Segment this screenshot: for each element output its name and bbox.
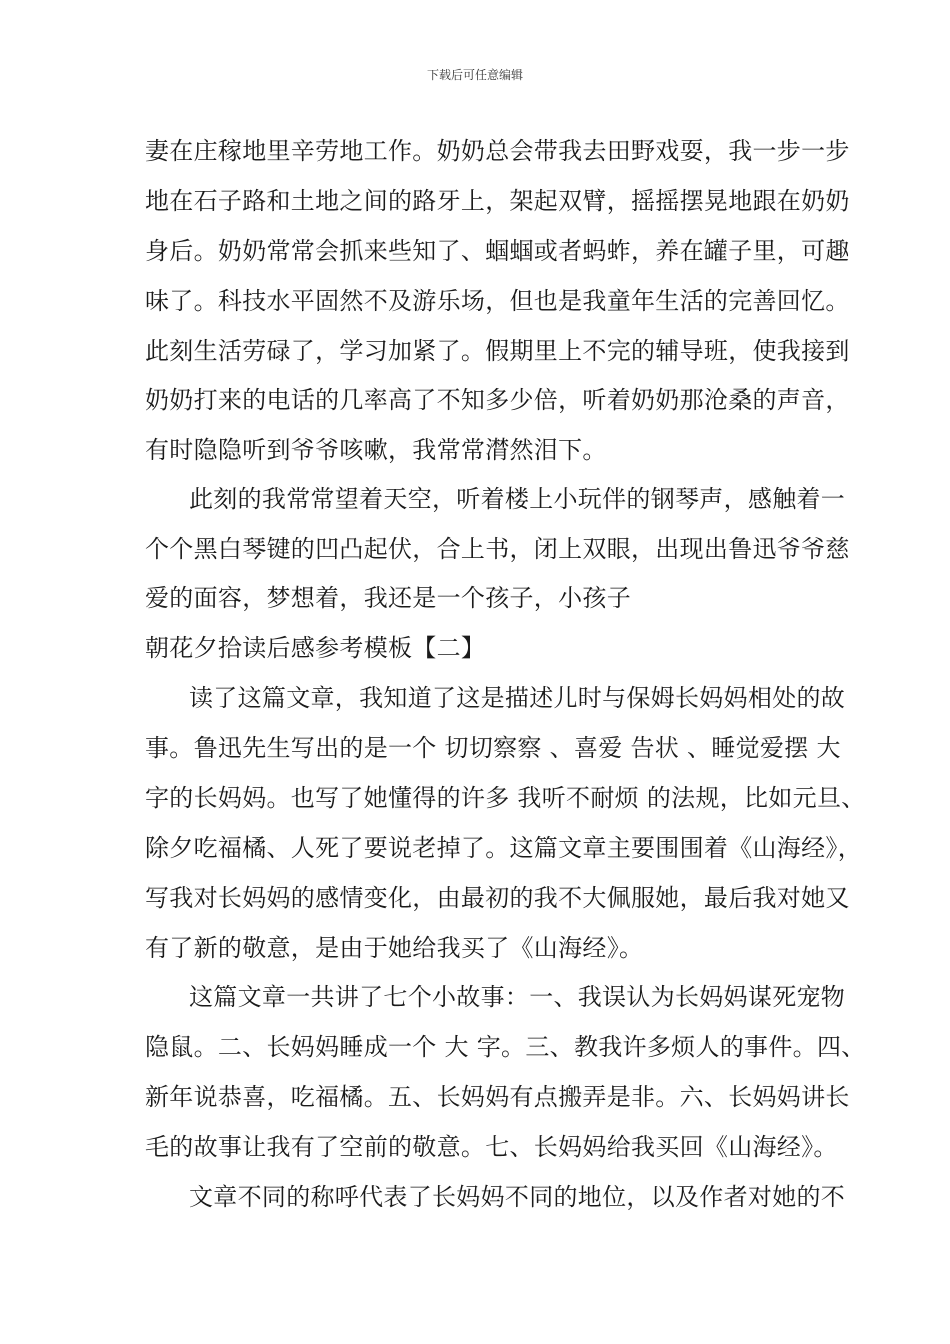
text-line: 妻在庄稼地里辛劳地工作。奶奶总会带我去田野戏耍，我一步一步 [145,137,850,165]
text-line: 味了。科技水平固然不及游乐场，但也是我童年生活的完善回忆。 [145,287,850,315]
text-line: 读了这篇文章，我知道了这是描述儿时与保姆长妈妈相处的故 [189,684,846,712]
text-line: 有了新的敬意，是由于她给我买了《山海经》。 [145,934,644,962]
text-line: 事。鲁迅先生写出的是一个 切切察察 、喜爱 告状 、睡觉爱摆 大 [145,734,841,762]
text-line: 奶奶打来的电话的几率高了不知多少倍，听着奶奶那沧桑的声音， [145,386,850,414]
text-line: 新年说恭喜，吃福橘。五、长妈妈有点搬弄是非。六、长妈妈讲长 [145,1083,850,1111]
text-line: 写我对长妈妈的感情变化，由最初的我不大佩服她，最后我对她又 [145,884,850,912]
text-line: 身后。奶奶常常会抓来些知了、蝈蝈或者蚂蚱，养在罐子里，可趣 [145,237,850,265]
text-line: 字的长妈妈。也写了她懂得的许多 我听不耐烦 的法规，比如元旦、 [145,784,866,812]
page-header: 下载后可任意编辑 [426,68,523,82]
text-line: 毛的故事让我有了空前的敬意。七、长妈妈给我买回《山海经》。 [145,1133,838,1161]
section-heading: 朝花夕拾读后感参考模板【二】 [145,634,486,662]
text-line: 除夕吃福橘、人死了要说老掉了。这篇文章主要围围着《山海经》， [145,834,862,862]
text-line: 此刻生活劳碌了，学习加紧了。假期里上不完的辅导班，使我接到 [145,337,850,365]
text-line: 此刻的我常常望着天空，听着楼上小玩伴的钢琴声，感触着一 [189,485,846,513]
text-line: 这篇文章一共讲了七个小故事：一、我误认为长妈妈谋死宠物 [189,983,846,1011]
text-line: 个个黑白琴键的凹凸起伏，合上书，闭上双眼，出现出鲁迅爷爷慈 [145,535,850,563]
text-line: 文章不同的称呼代表了长妈妈不同的地位，以及作者对她的不 [189,1183,846,1211]
text-line: 有时隐隐听到爷爷咳嗽，我常常潸然泪下。 [145,436,607,464]
text-line: 爱的面容，梦想着，我还是一个孩子，小孩子 [145,584,631,612]
text-line: 隐鼠。二、长妈妈睡成一个 大 字。三、教我许多烦人的事件。四、 [145,1033,866,1061]
text-line: 地在石子路和土地之间的路牙上，架起双臂，摇摇摆晃地跟在奶奶 [145,187,850,215]
